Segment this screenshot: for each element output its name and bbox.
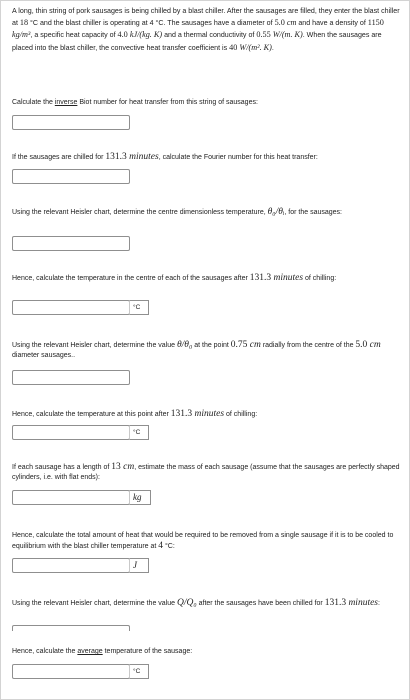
question-centre-temperature-ratio: Using the relevant Heisler chart, determine the centre dimensionless temperature, θ₀/θᵢ, for the sausages: — [12, 207, 342, 217]
answer-input-point-ratio[interactable] — [12, 370, 130, 385]
question-average-temperature: Hence, calculate the average temperature of the sausage: — [12, 648, 193, 655]
answer-input-mass[interactable] — [12, 490, 130, 505]
answer-input-centre-ratio[interactable] — [12, 236, 130, 251]
unit-joule: J — [129, 558, 149, 573]
answer-input-heat-ratio[interactable] — [12, 625, 130, 631]
question-sausage-mass: If each sausage has a length of 13 cm, estimate the mass of each sausage (assume that the sausages are perfectly shaped cylinders, i.e. with flat ends): — [12, 462, 400, 481]
unit-celsius: °C — [129, 425, 149, 440]
answer-input-fourier-number[interactable] — [12, 169, 130, 184]
question-point-temperature-ratio: Using the relevant Heisler chart, determine the value θ/θ₀ at the point 0.75 cm radially from the centre of the 5.0 cm diameter sausages.. — [12, 340, 381, 359]
problem-statement: A long, thin string of pork sausages is being chilled by a blast chiller. After the sausages are filled, they enter the blast chiller at 18 °C and the blast chiller is operating at 4 °C. The sausages have a diameter of 5.0 cm and have a density of 1150 kg/m³, a specific heat capacity of 4.0 kJ/(kg. K) and a thermal conductivity of 0.55 W/(m. K). When the sausages are placed into the blast chiller, the convective heat transfer coefficient is 40 W/(m². K). — [12, 7, 400, 52]
question-centre-temperature: Hence, calculate the temperature in the centre of each of the sausages after 131.3 minutes of chilling: — [12, 273, 337, 283]
question-fourier-number: If the sausages are chilled for 131.3 minutes, calculate the Fourier number for this heat transfer: — [12, 152, 318, 162]
question-heat-ratio: Using the relevant Heisler chart, determine the value Q/Q₀ after the sausages have been chilled for 131.3 minutes: — [12, 598, 380, 608]
answer-input-centre-temperature[interactable] — [12, 300, 130, 315]
question-point-temperature: Hence, calculate the temperature at this point after 131.3 minutes of chilling: — [12, 409, 258, 419]
unit-celsius: °C — [129, 664, 149, 679]
unit-kg: kg — [129, 490, 151, 505]
unit-celsius: °C — [129, 300, 149, 315]
answer-input-average-temperature[interactable] — [12, 664, 130, 679]
question-total-heat: Hence, calculate the total amount of heat that would be required to be removed from a single sausage if it is to be cooled to equilibrium with the blast chiller temperature at 4 °C: — [12, 532, 394, 551]
answer-input-total-heat[interactable] — [12, 558, 130, 573]
answer-input-point-temperature[interactable] — [12, 425, 130, 440]
answer-input-inverse-biot[interactable] — [12, 115, 130, 130]
question-inverse-biot: Calculate the inverse Biot number for heat transfer from this string of sausages: — [12, 99, 258, 106]
